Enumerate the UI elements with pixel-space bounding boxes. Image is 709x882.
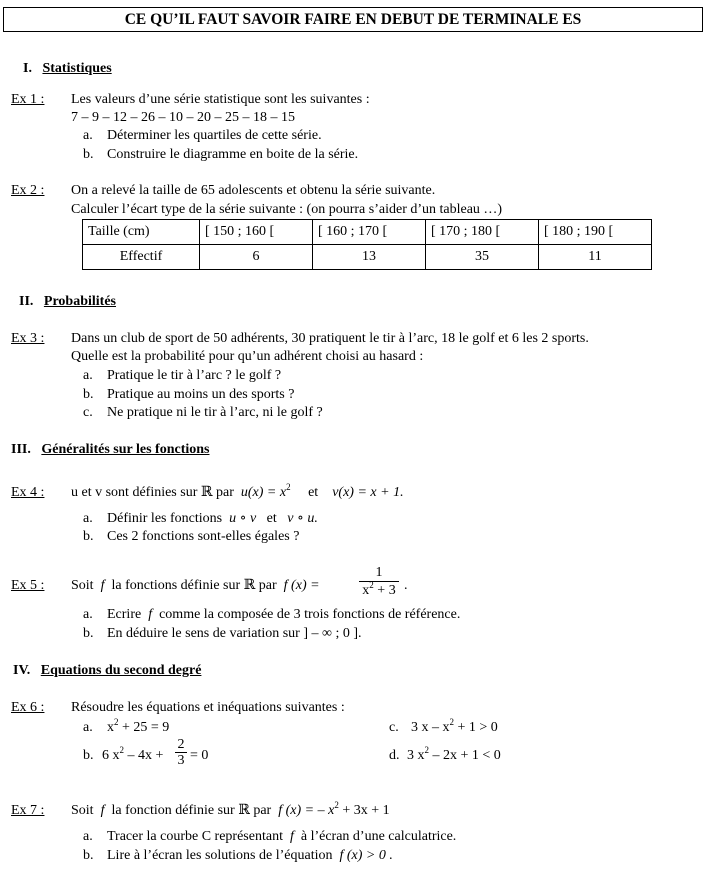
exercise-text: Quelle est la probabilité pour qu’un adhérent choisi au hasard : <box>71 349 424 364</box>
fraction-denominator: 3 <box>175 752 187 769</box>
section-number: III. <box>11 442 31 457</box>
item-letter: b. <box>83 529 94 544</box>
item-text-part: comme la composée de 3 trois fonctions de référence. <box>159 607 461 622</box>
item-text: Déterminer les quartiles de cette série. <box>107 128 322 143</box>
item-text: En déduire le sens de variation sur ] – ∞ ; 0 ]. <box>107 626 362 641</box>
exercise-text-part: la fonction définie sur ℝ par <box>111 803 272 818</box>
item-text-part: à l’écran d’une calculatrice. <box>300 829 457 844</box>
item-text-part: Tracer la courbe C représentant <box>107 829 283 844</box>
function-expression: f (x) = – x <box>278 803 335 818</box>
period: . <box>404 578 408 593</box>
function-name: f <box>148 607 153 622</box>
table-cell: [ 180 ; 190 [ <box>539 220 652 245</box>
exponent: 2 <box>424 745 429 755</box>
table-cell: 11 <box>539 245 652 270</box>
item-letter: c. <box>389 720 399 735</box>
table-cell: [ 160 ; 170 [ <box>313 220 426 245</box>
table-cell: Taille (cm) <box>83 220 200 245</box>
function-expression-rest: + 3x + 1 <box>338 803 390 818</box>
item-letter: a. <box>83 368 93 383</box>
inequation: f (x) > 0 . <box>339 848 393 863</box>
denominator-var: x <box>362 583 370 598</box>
table-cell: 35 <box>426 245 539 270</box>
exercise-label: Ex 7 : <box>11 803 45 818</box>
item-text <box>107 607 460 623</box>
section-title: Equations du second degré <box>40 663 202 678</box>
composition: v ∘ u. <box>287 511 318 526</box>
exercise-text: Calculer l’écart type de la série suivante : (on pourra s’aider d’un tableau …) <box>71 202 503 217</box>
item-letter: b. <box>83 626 94 641</box>
equation-part: – 2x + 1 < 0 <box>429 748 501 763</box>
exponent: 2 <box>114 717 119 727</box>
item-letter: a. <box>83 829 93 844</box>
item-text <box>107 848 393 864</box>
exercise-text: Dans un club de sport de 50 adhérents, 30 pratiquent le tir à l’arc, 18 le golf et 6 les 2 sports. <box>71 331 589 346</box>
exercise-label: Ex 2 : <box>11 183 45 198</box>
equation <box>411 717 498 736</box>
item-text: Ne pratique ni le tir à l’arc, ni le golf ? <box>107 405 323 420</box>
exponent: 2 <box>449 717 454 727</box>
section-heading-probabilites <box>19 294 116 310</box>
exercise-text <box>71 800 390 819</box>
v-definition: v(x) = x + 1. <box>332 485 404 500</box>
fraction <box>175 737 187 769</box>
section-number: I. <box>23 61 32 76</box>
item-letter: b. <box>83 748 94 763</box>
section-title: Généralités sur les fonctions <box>41 442 210 457</box>
denominator-rest: + 3 <box>373 583 396 598</box>
equation-part: + 25 = 9 <box>118 720 170 735</box>
table-row <box>83 220 652 245</box>
section-heading-fonctions <box>11 442 209 458</box>
item-text <box>107 511 318 527</box>
item-text <box>107 829 456 845</box>
function-name: f <box>100 578 105 593</box>
fraction-numerator: 2 <box>177 737 185 752</box>
fraction-denominator <box>359 581 399 600</box>
exercise-text-part: Soit <box>71 803 94 818</box>
exponent: 2 <box>286 482 291 492</box>
table-cell: Effectif <box>83 245 200 270</box>
exercise-label: Ex 6 : <box>11 700 45 715</box>
exercise-text: Résoudre les équations et inéquations suivantes : <box>71 700 345 715</box>
u-definition: u(x) = x <box>240 485 287 500</box>
item-letter: a. <box>83 128 93 143</box>
section-number: IV. <box>13 663 31 678</box>
series-values: 7 – 9 – 12 – 26 – 10 – 20 – 25 – 18 – 15 <box>71 110 295 125</box>
item-text: Construire le diagramme en boite de la série. <box>107 147 359 162</box>
data-table <box>82 219 652 270</box>
fraction-numerator: 1 <box>375 565 383 580</box>
item-letter: a. <box>83 511 93 526</box>
section-title: Statistiques <box>42 61 112 76</box>
function-expression: f (x) = <box>283 578 320 593</box>
item-text: Pratique au moins un des sports ? <box>107 387 295 402</box>
equation-part: + 1 > 0 <box>454 720 498 735</box>
equation-part: 3 x – x <box>411 720 450 735</box>
page-title: CE QU’IL FAUT SAVOIR FAIRE EN DEBUT DE TERMINALE ES <box>3 7 703 32</box>
item-letter: b. <box>83 387 94 402</box>
equation <box>107 717 170 736</box>
item-letter: b. <box>83 147 94 162</box>
equation-part: 3 x <box>407 748 425 763</box>
composition: u ∘ v <box>229 511 257 526</box>
equation-part: x <box>107 720 114 735</box>
table-cell: [ 150 ; 160 [ <box>200 220 313 245</box>
table-cell: [ 170 ; 180 [ <box>426 220 539 245</box>
function-name: f <box>289 829 294 844</box>
item-text: Ces 2 fonctions sont-elles égales ? <box>107 529 300 544</box>
equation-part: – 4x + <box>124 748 164 763</box>
equation <box>407 745 501 764</box>
conjunction: et <box>266 511 277 526</box>
exercise-text-part: la fonctions définie sur ℝ par <box>111 578 277 593</box>
equation <box>102 745 164 764</box>
item-letter: a. <box>83 607 93 622</box>
table-cell: 13 <box>313 245 426 270</box>
exponent: 2 <box>119 745 124 755</box>
exercise-text <box>71 578 320 594</box>
exercise-text: On a relevé la taille de 65 adolescents et obtenu la série suivante. <box>71 183 436 198</box>
section-heading-statistiques <box>23 61 112 77</box>
exercise-text-part: Soit <box>71 578 94 593</box>
exercise-text: Les valeurs d’une série statistique sont les suivantes : <box>71 92 370 107</box>
exercise-label: Ex 5 : <box>11 578 45 593</box>
exercise-label: Ex 1 : <box>11 92 45 107</box>
equation-part: = 0 <box>190 748 209 763</box>
item-letter: c. <box>83 405 93 420</box>
item-letter: a. <box>83 720 93 735</box>
exponent: 2 <box>369 580 374 590</box>
item-text-part: Définir les fonctions <box>107 511 223 526</box>
table-row <box>83 245 652 270</box>
section-number: II. <box>19 294 34 309</box>
equation-part: 6 x <box>102 748 120 763</box>
function-name: f <box>100 803 105 818</box>
exercise-label: Ex 3 : <box>11 331 45 346</box>
exercise-text <box>71 482 404 501</box>
item-text-part: Ecrire <box>107 607 142 622</box>
fraction <box>359 565 399 600</box>
conjunction: et <box>308 485 319 500</box>
section-heading-second-degre <box>13 663 201 679</box>
item-letter: b. <box>83 848 94 863</box>
exercise-text-start: u et v sont définies sur ℝ par <box>71 485 234 500</box>
exponent: 2 <box>334 800 339 810</box>
item-text: Pratique le tir à l’arc ? le golf ? <box>107 368 282 383</box>
exercise-label: Ex 4 : <box>11 485 45 500</box>
item-letter: d. <box>389 748 400 763</box>
item-text-part: Lire à l’écran les solutions de l’équation <box>107 848 333 863</box>
section-title: Probabilités <box>43 294 116 309</box>
table-cell: 6 <box>200 245 313 270</box>
